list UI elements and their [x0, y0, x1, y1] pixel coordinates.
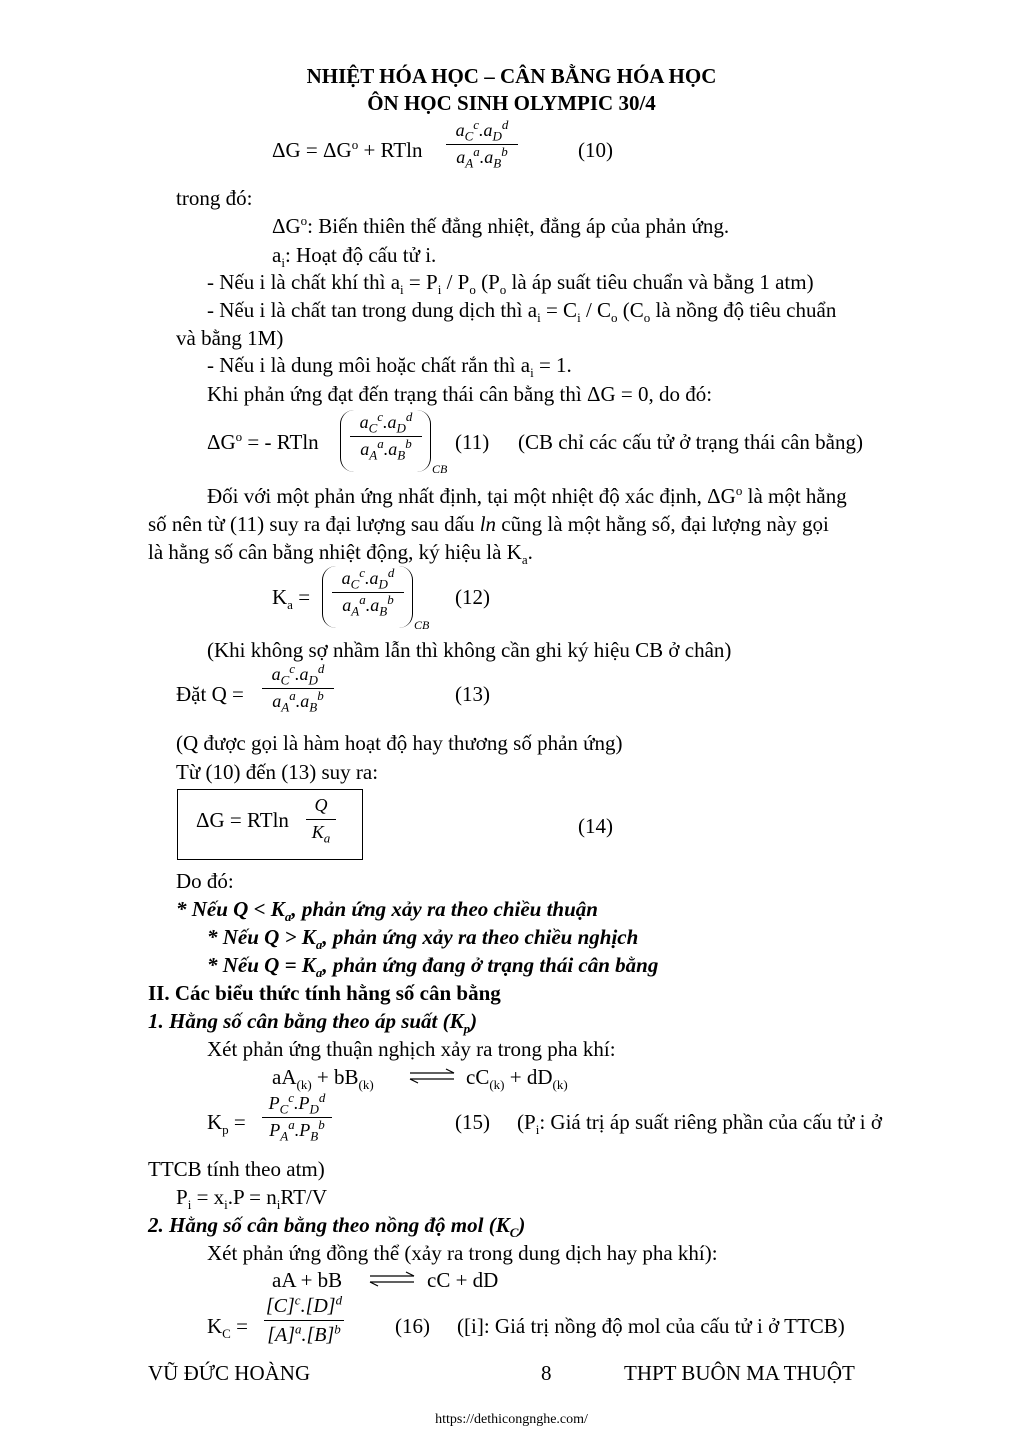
equation-12-lhs: $K_a$ = [272, 585, 311, 613]
eq16-label: (16) [395, 1314, 430, 1338]
eq11-label: (11) [455, 430, 490, 454]
equation-14: ΔG = RTln [196, 808, 289, 832]
eq11-right-paren [416, 410, 431, 472]
equation-11-lhs: $\Delta G^o$ = - RTln [207, 429, 319, 454]
equilibrium-text: Khi phản ứng đạt đến trạng thái cân bằng thì ΔG = 0, do đó: [207, 382, 713, 406]
kp-note: ($P_i$: Giá trị áp suất riêng phần của cấu tử i ở [517, 1110, 882, 1138]
subsection-1-heading: 1. Hằng số cân bằng theo áp suất $(K_p)$ [148, 1009, 478, 1037]
equation-16-lhs: $K_C$ = [207, 1314, 248, 1342]
cb-note: (Khi không sợ nhầm lẫn thì không cần ghi ký hiệu CB ở chân) [207, 638, 732, 662]
eq12-fraction: $a_C^c.a_D^d$ $a_A^a.a_B^b$ [332, 568, 404, 616]
eq16-fraction: $[C]^c.[D]^d$ $[A]^a.[B]^b$ [265, 1292, 343, 1346]
trong-do: trong đó: [176, 186, 253, 210]
pi-equation: $P_i = x_i.P = n_iRT/V$ [176, 1185, 327, 1213]
ai-definition: $a_i$: Hoạt độ cấu tử i. [272, 243, 437, 271]
gas-rule: - Nếu i là chất khí thì $a_i = P_i / P_o$ ($P_o$ là áp suất tiêu chuẩn và bằng 1 atm) [207, 270, 814, 298]
footer-page-number: 8 [541, 1361, 552, 1385]
equation-13-lhs: Đặt Q = [176, 682, 244, 706]
eq12-label: (12) [455, 585, 490, 609]
equilibrium-arrow-1 [408, 1068, 456, 1084]
subsection-2-heading: 2. Hằng số cân bằng theo nồng độ mol $(K_C)$ [148, 1213, 526, 1241]
case-forward: * Nếu $Q < K_a$, phản ứng xảy ra theo chiều thuận [176, 897, 598, 925]
equation-10: $\Delta G = \Delta G^o + RTln$ [272, 137, 423, 162]
paragraph-line3: là hằng số cân bằng nhiệt động, ký hiệu là $K_a$. [148, 540, 533, 568]
solid-rule: - Nếu i là dung môi hoặc chất rắn thì $a_i = 1$. [207, 353, 572, 381]
q-note: (Q được gọi là hàm hoạt độ hay thương số phản ứng) [176, 731, 623, 755]
reaction-2-products: cC + dD [427, 1268, 499, 1292]
eq11-cb: CB [432, 462, 448, 476]
xet-1: Xét phản ứng thuận nghịch xảy ra trong pha khí: [207, 1037, 616, 1061]
eq14-fraction: Q $K_a$ [306, 795, 336, 843]
eq10-label: (10) [578, 138, 613, 162]
page-title: NHIỆT HÓA HỌC – CÂN BẰNG HÓA HỌC [306, 64, 717, 88]
case-equilibrium: * Nếu $Q = K_a$, phản ứng đang ở trạng thái cân bằng [207, 953, 659, 981]
eq15-label: (15) [455, 1110, 490, 1134]
eq11-fraction: $a_C^c.a_D^d$ $a_A^a.a_B^b$ [350, 412, 422, 460]
eq13-fraction: $a_C^c.a_D^d$ $a_A^a.a_B^b$ [262, 664, 334, 712]
derivation-text: Từ (10) đến (13) suy ra: [176, 760, 379, 784]
equilibrium-arrow-2 [368, 1271, 416, 1287]
eq10-fraction: $a_C^c.a_D^d$ $a_A^a.a_B^b$ [446, 120, 518, 168]
footer-url: https://dethicongnghe.com/ [435, 1412, 588, 1427]
reaction-1: $aA_{(k)} + bB_{(k)}$ [272, 1065, 374, 1093]
footer-school: THPT BUÔN MA THUỘT [624, 1361, 855, 1385]
reaction-2: aA + bB [272, 1268, 343, 1292]
solute-rule-line2: và bằng 1M) [176, 326, 284, 350]
do-do: Do đó: [176, 869, 234, 893]
eq13-label: (13) [455, 682, 490, 706]
paragraph-line2: số nên từ (11) suy ra đại lượng sau dấu ln cũng là một hằng số, đại lượng này gọi [148, 512, 829, 536]
eq12-cb: CB [414, 618, 430, 632]
case-reverse: * Nếu $Q > K_a$, phản ứng xảy ra theo chiều nghịch [207, 925, 639, 953]
eq15-fraction: $P_C^c.P_D^d$ $P_A^a.P_B^b$ [262, 1093, 332, 1141]
kc-note: ([i]: Giá trị nồng độ mol của cấu tử i ở TTCB) [457, 1314, 845, 1338]
dg-definition: $\Delta G^o$: Biến thiên thế đẳng nhiệt, đẳng áp của phản ứng. [272, 213, 730, 238]
paragraph-line1: Đối với một phản ứng nhất định, tại một nhiệt độ xác định, $\Delta G^o$ là một hằng [207, 483, 847, 508]
kp-note-line2: TTCB tính theo atm) [148, 1157, 325, 1181]
eq12-right-paren [398, 566, 413, 628]
section-2-heading: II. Các biểu thức tính hằng số cân bằng [148, 981, 501, 1005]
equation-15-lhs: $K_p$ = [207, 1110, 246, 1138]
eq14-label: (14) [578, 814, 613, 838]
reaction-1-products: $cC_{(k)} + dD_{(k)}$ [466, 1065, 568, 1093]
xet-2: Xét phản ứng đồng thể (xảy ra trong dung dịch hay pha khí): [207, 1241, 718, 1265]
footer-author: VŨ ĐỨC HOÀNG [148, 1361, 311, 1385]
page-subtitle: ÔN HỌC SINH OLYMPIC 30/4 [367, 91, 656, 115]
eq11-note: (CB chỉ các cấu tử ở trạng thái cân bằng) [518, 430, 863, 454]
solute-rule: - Nếu i là chất tan trong dung dịch thì $a_i = C_i / C_o$ ($C_o$ là nồng độ tiêu chuẩn [207, 298, 837, 326]
